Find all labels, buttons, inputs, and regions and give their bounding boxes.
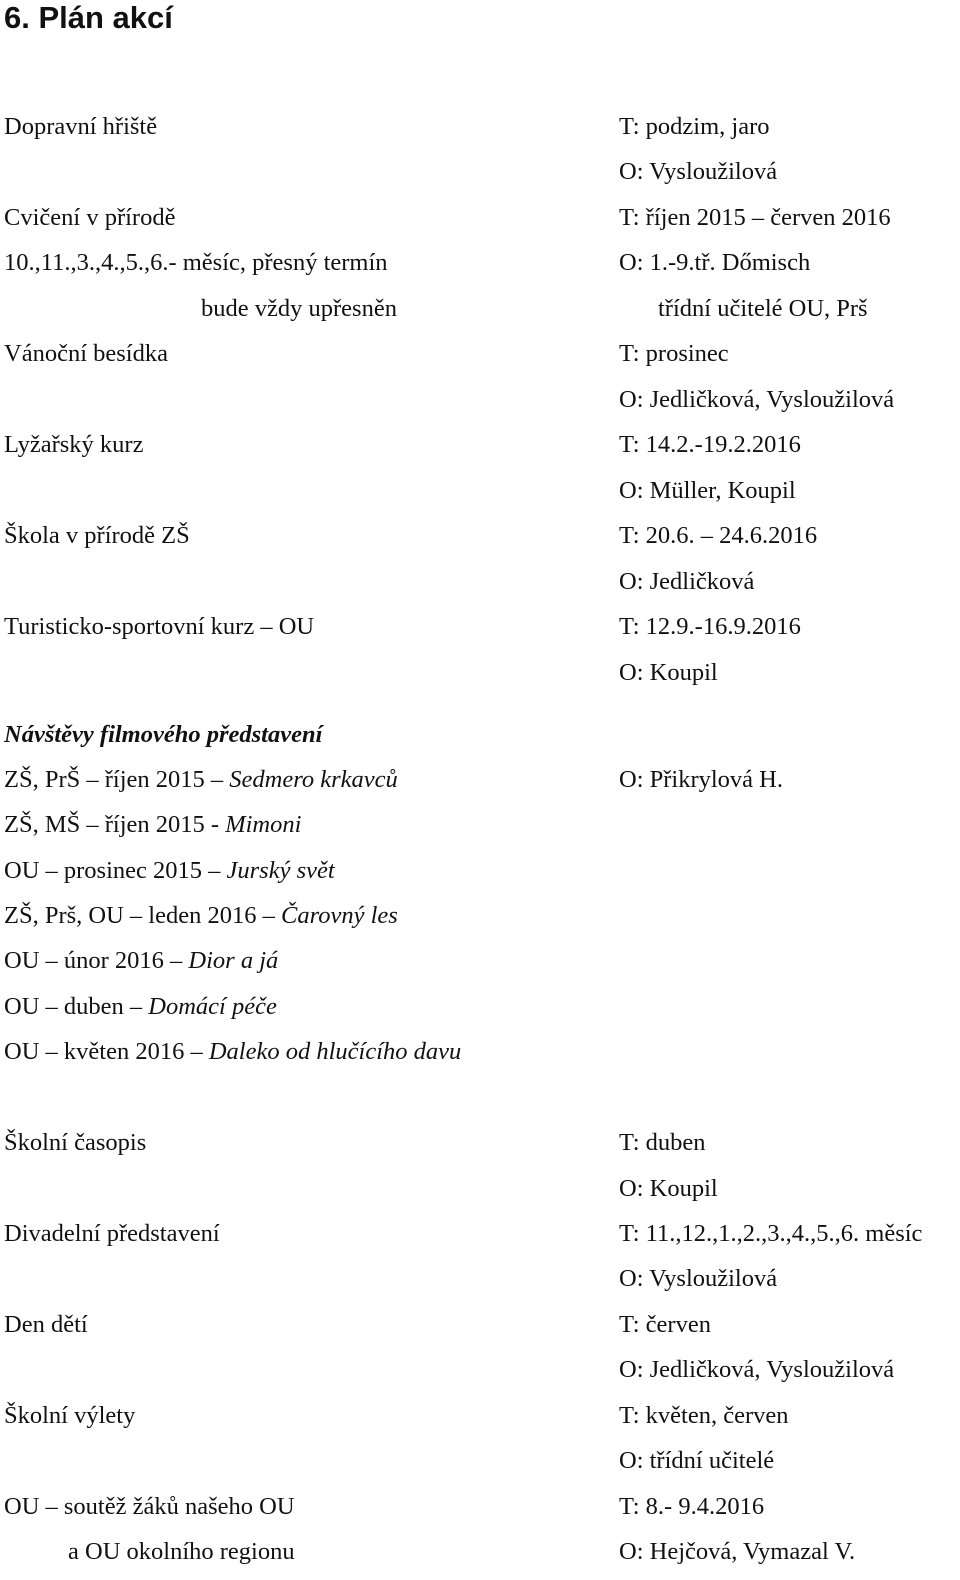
event-owner: O: Vysloužilová <box>619 1265 778 1292</box>
event-term: T: 8.- 9.4.2016 <box>619 1493 765 1520</box>
event-term: T: 20.6. – 24.6.2016 <box>619 522 818 549</box>
event-owner: O: Müller, Koupil <box>619 477 796 504</box>
event-term: T: květen, červen <box>619 1402 789 1429</box>
event-owner: O: 1.-9.tř. Dőmisch <box>619 249 811 276</box>
event-owner: O: třídní učitelé <box>619 1447 775 1474</box>
event-term: T: 12.9.-16.9.2016 <box>619 613 801 640</box>
event-owner: třídní učitelé OU, Prš <box>658 295 868 322</box>
film-item: OU – květen 2016 – Daleko od hlučícího davu <box>4 1038 462 1065</box>
event-name: Školní výlety <box>4 1402 136 1429</box>
event-name: Škola v přírodě ZŠ <box>4 522 190 549</box>
film-item: OU – duben – Domácí péče <box>4 993 277 1020</box>
event-owner: O: Koupil <box>619 1175 718 1202</box>
film-item: OU – únor 2016 – Dior a já <box>4 947 279 974</box>
event-note: a OU okolního regionu <box>68 1538 295 1565</box>
event-name: Lyžařský kurz <box>4 431 144 458</box>
event-owner: O: Hejčová, Vymazal V. <box>619 1538 856 1565</box>
event-term: T: duben <box>619 1129 706 1156</box>
event-name: Turisticko-sportovní kurz – OU <box>4 613 315 640</box>
event-name: Cvičení v přírodě <box>4 204 176 231</box>
films-owner: O: Přikrylová H. <box>619 766 783 793</box>
event-note: 10.,11.,3.,4.,5.,6.- měsíc, přesný termín <box>4 249 388 276</box>
event-name: Školní časopis <box>4 1129 147 1156</box>
films-title: Návštěvy filmového představení <box>4 721 323 748</box>
event-term: T: říjen 2015 – červen 2016 <box>619 204 891 231</box>
event-owner: O: Jedličková <box>619 568 755 595</box>
event-term: T: červen <box>619 1311 711 1338</box>
film-item: ZŠ, Prš, OU – leden 2016 – Čarovný les <box>4 902 398 929</box>
film-item: OU – prosinec 2015 – Jurský svět <box>4 857 335 884</box>
event-owner: O: Vysloužilová <box>619 158 778 185</box>
event-term: T: 11.,12.,1.,2.,3.,4.,5.,6. měsíc <box>619 1220 923 1247</box>
event-name: Divadelní představení <box>4 1220 220 1247</box>
event-name: Den dětí <box>4 1311 88 1338</box>
film-item: ZŠ, PrŠ – říjen 2015 – Sedmero krkavců <box>4 766 398 793</box>
event-name: Dopravní hřiště <box>4 113 158 140</box>
event-term: T: prosinec <box>619 340 729 367</box>
page-title: 6. Plán akcí <box>4 0 173 35</box>
event-name: OU – soutěž žáků našeho OU <box>4 1493 295 1520</box>
event-owner: O: Koupil <box>619 659 718 686</box>
event-note: bude vždy upřesněn <box>201 295 397 322</box>
event-name: Vánoční besídka <box>4 340 168 367</box>
event-owner: O: Jedličková, Vysloužilová <box>619 386 895 413</box>
event-owner: O: Jedličková, Vysloužilová <box>619 1356 895 1383</box>
film-item: ZŠ, MŠ – říjen 2015 - Mimoni <box>4 811 302 838</box>
event-term: T: 14.2.-19.2.2016 <box>619 431 801 458</box>
event-term: T: podzim, jaro <box>619 113 770 140</box>
